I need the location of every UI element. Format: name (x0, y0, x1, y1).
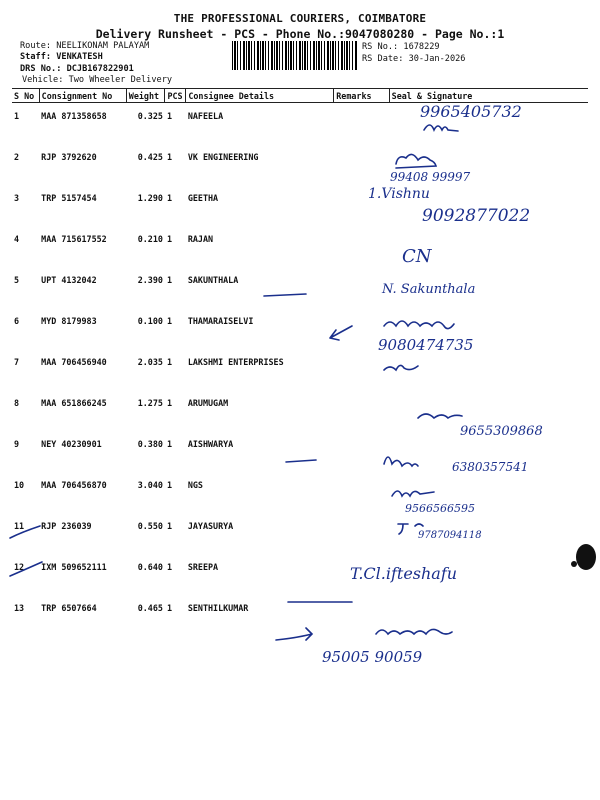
cell-sno: 7 (14, 357, 20, 367)
signature-scribble-2 (396, 154, 436, 168)
handwritten-phone-2: 99408 99997 (390, 170, 471, 184)
cell-sno: 2 (14, 152, 20, 162)
cell-consignee: VK ENGINEERING (187, 152, 259, 162)
handwritten-phone-1: 9965405732 (420, 102, 522, 121)
cell-consignee: ARUMUGAM (187, 398, 229, 408)
handwritten-phone-8: 9655309868 (460, 424, 543, 439)
signature-scribble-6 (384, 321, 454, 329)
rs-date: RS Date: 30-Jan-2026 (362, 54, 466, 64)
cell-consignee: LAKSHMI ENTERPRISES (187, 357, 284, 367)
handwritten-signature-3: 1.Vishnu (368, 186, 430, 202)
cell-consignee: NGS (187, 480, 203, 490)
cell-pcs: 1 (166, 152, 172, 162)
cell-consignment: RJP 3792620 (41, 152, 97, 162)
cell-consignee: GEETHA (187, 193, 219, 203)
col-header-sno: S No (12, 89, 39, 103)
vehicle-label: Vehicle: Two Wheeler Delivery (22, 75, 173, 85)
cell-sno: 11 (14, 521, 25, 531)
cell-consignment: NEY 40230901 (41, 439, 102, 449)
handwritten-phone-11: 9787094118 (418, 530, 482, 541)
ink-blot-small (571, 561, 577, 567)
handwritten-phone-9: 6380357541 (452, 460, 529, 474)
cell-sno: 10 (14, 480, 25, 490)
signature-scribble-13 (376, 629, 452, 634)
cell-consignment: MAA 871358658 (41, 111, 107, 121)
cell-pcs: 1 (166, 357, 172, 367)
runsheet-subtitle: Delivery Runsheet - PCS - Phone No.:9047080280 - Page No.:1 (95, 27, 505, 41)
cell-sno: 3 (14, 193, 20, 203)
cell-weight: 1.275 (137, 398, 163, 408)
cell-sno: 8 (14, 398, 20, 408)
cell-sno: 9 (14, 439, 20, 449)
cell-sno: 13 (14, 603, 25, 613)
cell-consignment: TRP 5157454 (41, 193, 97, 203)
cell-pcs: 1 (166, 316, 172, 326)
cell-pcs: 1 (166, 439, 172, 449)
col-header-pcs: PCS (165, 89, 186, 103)
cell-pcs: 1 (166, 193, 172, 203)
cell-pcs: 1 (166, 521, 172, 531)
strike-mark-12 (10, 562, 42, 576)
cell-pcs: 1 (166, 111, 172, 121)
cell-consignment: MAA 706456870 (41, 480, 107, 490)
cell-consignee: NAFEELA (187, 111, 224, 121)
cell-consignment: TRP 6507664 (41, 603, 97, 613)
route-label: Route: NEELIKONAM PALAYAM (20, 41, 150, 51)
cell-consignee: SENTHILKUMAR (187, 603, 249, 613)
cell-consignee: RAJAN (187, 234, 214, 244)
cell-consignee: JAYASURYA (187, 521, 234, 531)
handwritten-initials-5: CN (402, 246, 432, 267)
col-header-seal: Seal & Signature (389, 89, 588, 103)
handwritten-phone-10: 9566566595 (405, 502, 475, 515)
cell-sno: 1 (14, 111, 20, 121)
cell-consignment: MYD 8179983 (41, 316, 97, 326)
cell-weight: 2.035 (137, 357, 163, 367)
cell-consignee: THAMARAISELVI (187, 316, 254, 326)
cell-weight: 0.550 (137, 521, 163, 531)
cell-weight: 0.425 (137, 152, 163, 162)
cell-weight: 1.290 (137, 193, 163, 203)
dash-mark-9 (286, 460, 316, 462)
staff-label: Staff: VENKATESH (20, 52, 103, 62)
signature-scribble-11 (398, 524, 423, 534)
handwritten-phone-7: 9080474735 (378, 336, 474, 354)
cell-sno: 5 (14, 275, 20, 285)
cell-pcs: 1 (166, 234, 172, 244)
cell-pcs: 1 (166, 480, 172, 490)
rs-number: RS No.: 1678229 (362, 42, 440, 52)
signature-scribble-1 (424, 125, 458, 131)
cell-consignment: RJP 236039 (41, 521, 92, 531)
col-header-consignee: Consignee Details (186, 89, 334, 103)
handwritten-phone-13: 95005 90059 (322, 648, 423, 666)
signature-scribble-9 (384, 457, 418, 466)
cell-pcs: 1 (166, 603, 172, 613)
cell-consignment: MAA 715617552 (41, 234, 107, 244)
cell-pcs: 1 (166, 275, 172, 285)
cell-sno: 6 (14, 316, 20, 326)
cell-consignee: SAKUNTHALA (187, 275, 239, 285)
col-header-consignment: Consignment No (39, 89, 126, 103)
handwritten-signature-12: T.Cl.ifteshafu (350, 564, 458, 583)
cell-sno: 12 (14, 562, 25, 572)
cell-weight: 0.380 (137, 439, 163, 449)
arrow-mark-13 (276, 628, 312, 640)
cell-weight: 0.325 (137, 111, 163, 121)
cell-weight: 0.100 (137, 316, 163, 326)
company-title: THE PROFESSIONAL COURIERS, COIMBATORE (173, 12, 427, 25)
dash-mark-5 (264, 294, 306, 296)
handwritten-signature-6: N. Sakunthala (382, 282, 476, 297)
cell-consignee: SREEPA (187, 562, 219, 572)
cell-pcs: 1 (166, 562, 172, 572)
cell-sno: 4 (14, 234, 20, 244)
signature-scribble-8 (418, 414, 462, 418)
cell-weight: 0.465 (137, 603, 163, 613)
ink-blot (576, 544, 596, 570)
cell-consignment: MAA 651866245 (41, 398, 107, 408)
arrow-mark-6 (330, 326, 352, 340)
drs-number: DRS No.: DCJB167822901 (20, 64, 134, 74)
cell-consignment: UPT 4132042 (41, 275, 97, 285)
signature-scribble-10 (392, 491, 434, 496)
cell-pcs: 1 (166, 398, 172, 408)
col-header-remarks: Remarks (334, 89, 389, 103)
cell-consignment: IXM 509652111 (41, 562, 107, 572)
col-header-weight: Weight (126, 89, 165, 103)
handwritten-phone-4: 9092877022 (422, 206, 531, 226)
cell-consignee: AISHWARYA (187, 439, 234, 449)
cell-weight: 0.640 (137, 562, 163, 572)
cell-weight: 3.040 (137, 480, 163, 490)
cell-consignment: MAA 706456940 (41, 357, 107, 367)
cell-weight: 2.390 (137, 275, 163, 285)
signature-scribble-7 (384, 365, 418, 370)
cell-weight: 0.210 (137, 234, 163, 244)
strike-mark-11 (10, 526, 40, 538)
